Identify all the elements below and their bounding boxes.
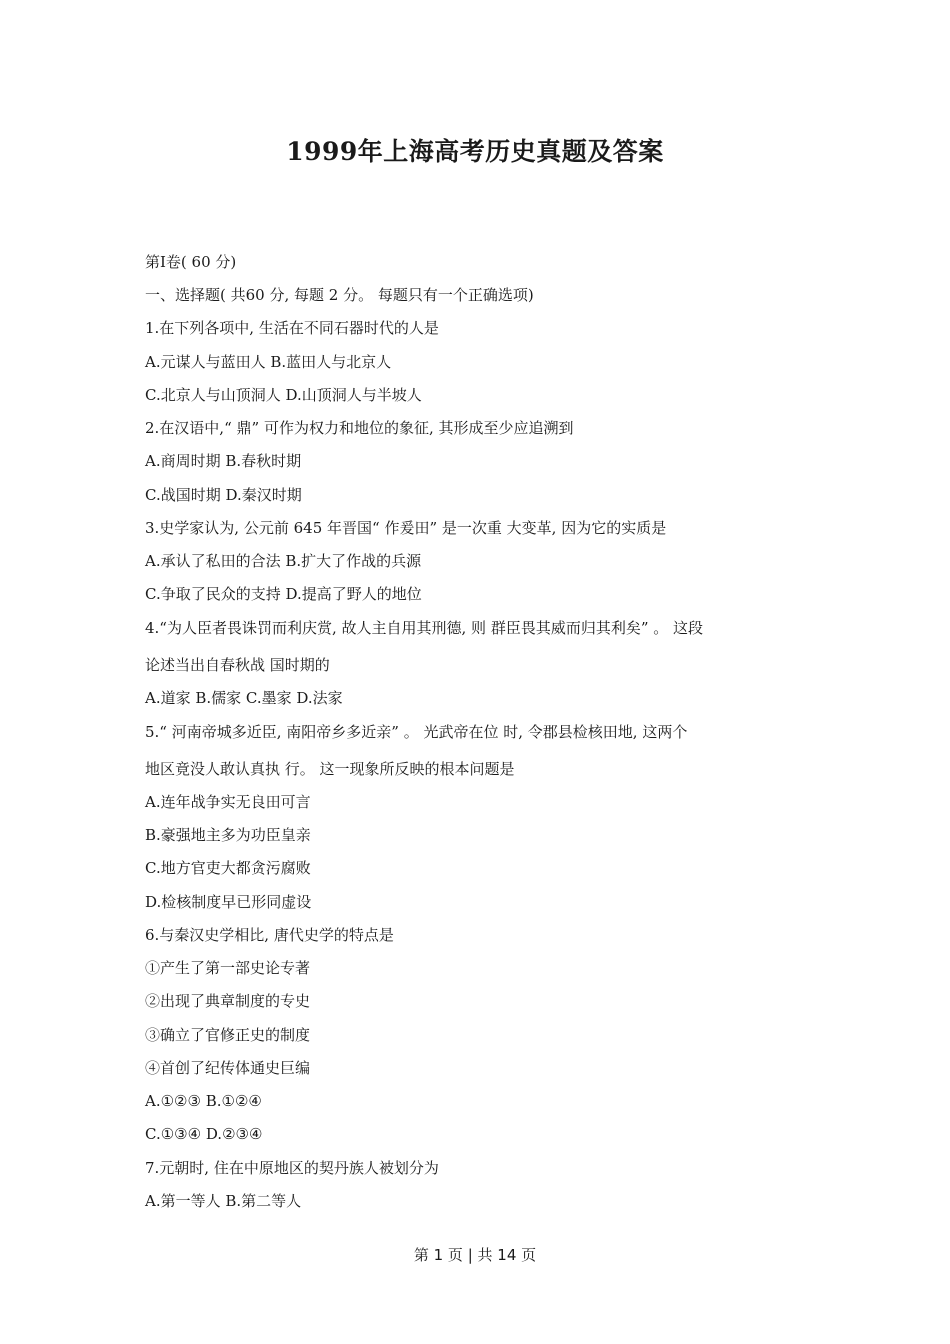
text-line: A.商周时期 B.春秋时期 [145, 452, 302, 470]
text-line: D.检核制度早已形同虚设 [145, 893, 312, 911]
text-line: ①产生了第一部史论专著 [145, 959, 311, 977]
text-line: A.承认了私田的合法 B.扩大了作战的兵源 [145, 552, 422, 570]
page-footer: 第 1 页 | 共 14 页 [413, 1246, 537, 1264]
text-line: C.地方官吏大都贪污腐败 [145, 859, 311, 877]
text-line: A.连年战争实无良田可言 [145, 793, 311, 811]
text-line: C.①③④ D.②③④ [145, 1125, 263, 1143]
text-line: ②出现了典章制度的专史 [145, 992, 311, 1010]
text-line: 3.史学家认为, 公元前 645 年晋国“ 作爰田” 是一次重 大变革, 因为它的实质是 [145, 519, 667, 537]
text-line: 7.元朝时, 住在中原地区的契丹族人被划分为 [145, 1159, 439, 1177]
text-line: 4.“为人臣者畏诛罚而利庆赏, 故人主自用其刑德, 则 群臣畏其威而归其利矣” 。 这段 [145, 619, 704, 637]
text-line: 6.与秦汉史学相比, 唐代史学的特点是 [145, 926, 394, 944]
text-line: C.战国时期 D.秦汉时期 [145, 486, 302, 504]
text-line: ④首创了纪传体通史巨编 [145, 1059, 311, 1077]
text-line: 5.“ 河南帝城多近臣, 南阳帝乡多近亲” 。 光武帝在位 时, 令郡县检核田地, 这两个 [145, 723, 688, 741]
text-line: A.道家 B.儒家 C.墨家 D.法家 [145, 689, 343, 707]
text-line: 1.在下列各项中, 生活在不同石器时代的人是 [145, 319, 439, 337]
text-line: 第Ⅰ卷( 60 分) [145, 253, 237, 271]
text-line: 地区竟没人敢认真执 行。 这一现象所反映的根本问题是 [145, 760, 515, 778]
text-line: 2.在汉语中,“ 鼎” 可作为权力和地位的象征, 其形成至少应追溯到 [145, 419, 574, 437]
text-line: 论述当出自春秋战 国时期的 [145, 656, 330, 674]
text-line: A.①②③ B.①②④ [145, 1092, 262, 1110]
text-line: C.北京人与山顶洞人 D.山顶洞人与半坡人 [145, 386, 422, 404]
document-title: 1999年上海高考历史真题及答案 [286, 137, 664, 166]
text-line: A.元谋人与蓝田人 B.蓝田人与北京人 [145, 353, 392, 371]
text-line: C.争取了民众的支持 D.提高了野人的地位 [145, 585, 422, 603]
text-line: 一、选择题( 共60 分, 每题 2 分。 每题只有一个正确选项) [145, 286, 534, 304]
text-line: A.第一等人 B.第二等人 [145, 1192, 302, 1210]
text-line: ③确立了官修正史的制度 [145, 1026, 311, 1044]
text-line: B.豪强地主多为功臣皇亲 [145, 826, 311, 844]
